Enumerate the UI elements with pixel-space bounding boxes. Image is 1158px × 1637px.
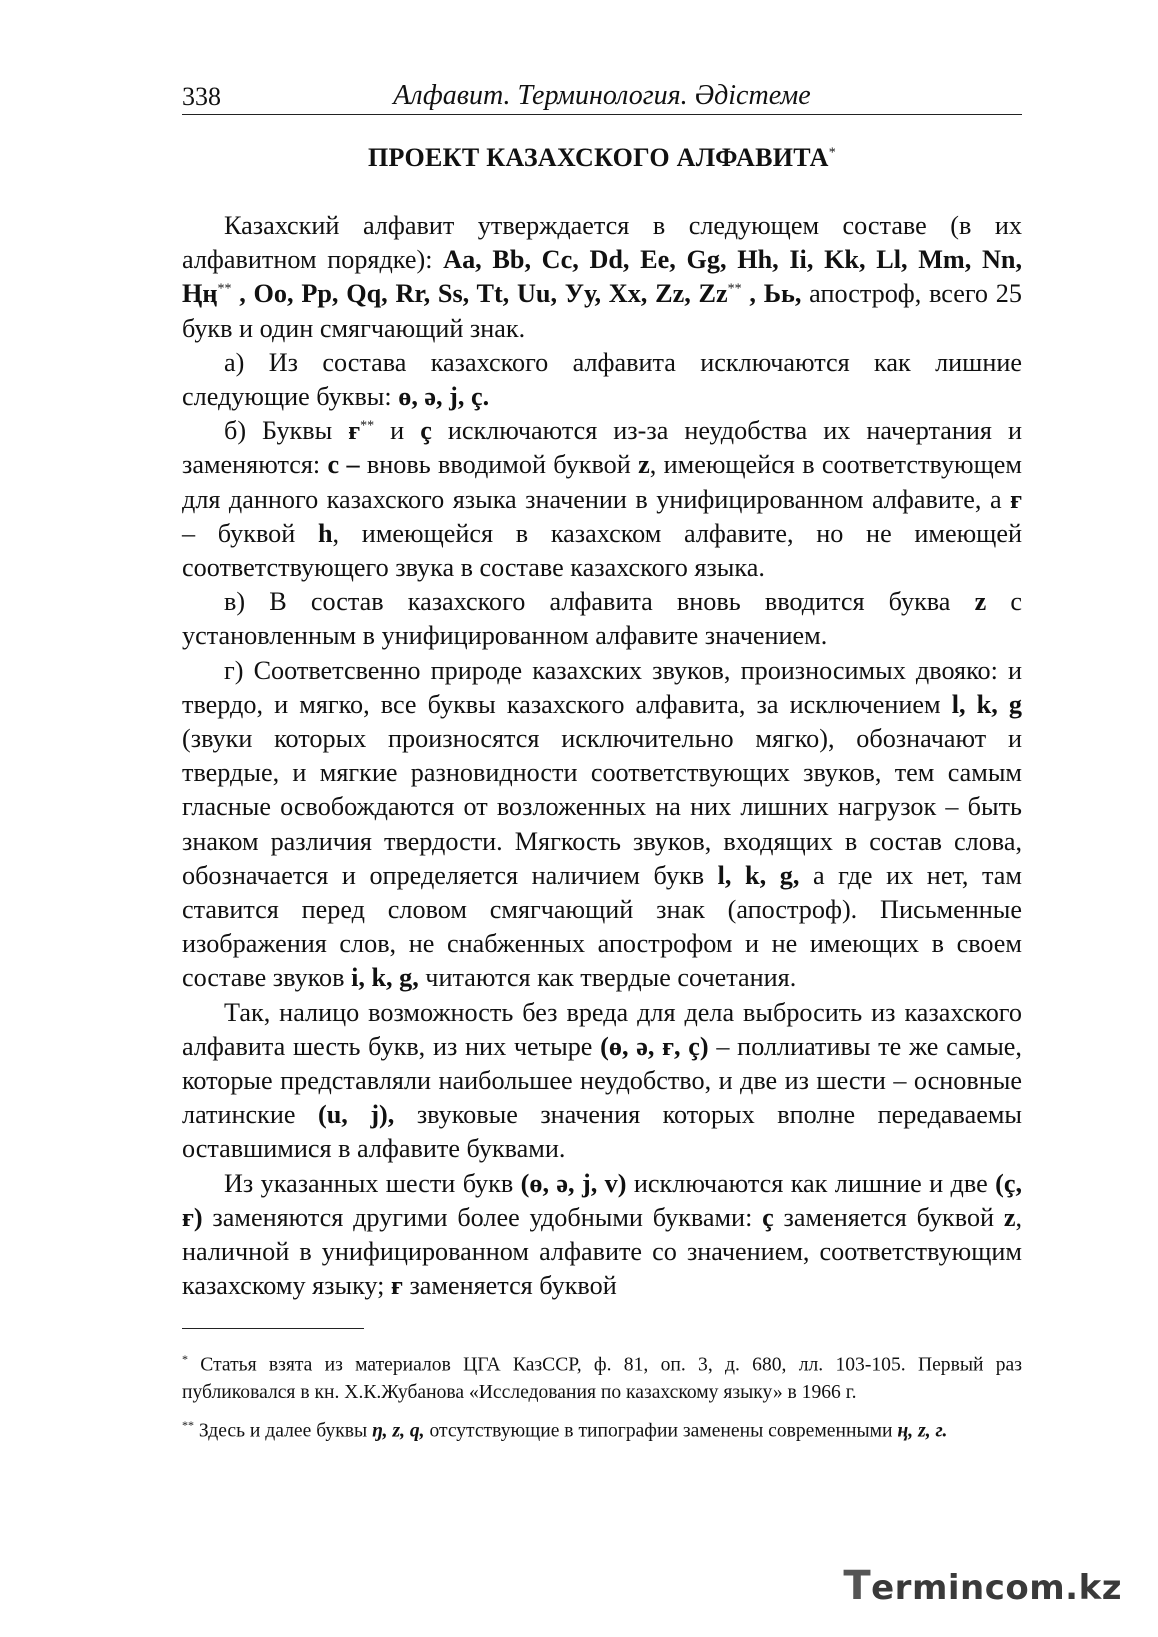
text-run: в) В состав казахского алфавита вновь вводится буква [224,587,975,617]
bold-run: (u, j), [317,1100,395,1130]
text-run: – буквой [182,518,318,548]
footnote-italic: ŋ, z, q, [372,1420,425,1442]
footnote-mark: ** [217,281,232,297]
paragraph-2 [182,346,1022,414]
text-run: (звуки которых произносятся исключительно мягко), обозначают и твердые, и мягкие разновидности соответствующих звуков, тем самым гласные освобождаются от возложенных на них лишних нагрузок – быть знаком различия твердости. Мягкость звуков, входящих в состав слова, обозначается и определяется наличием букв [182,724,1022,890]
text-run: исключаются как лишние и две [626,1168,996,1198]
footnote-mark: ** [360,418,375,434]
title-footnote-mark: * [828,145,837,161]
text-run: заменяется буквой [773,1202,1004,1232]
page [182,72,1022,1450]
watermark-text: ermincom.kz [871,1568,1122,1608]
bold-run: l, k, g, [717,860,800,890]
text-run: исключаются из-за неудобства их начертания и заменяются: [182,416,1022,480]
text-run: читаются как твердые сочетания. [418,963,797,993]
bold-run: ө, ə, j, ç. [398,382,490,412]
text-run: Так, налицо возможность без вреда для дела выбросить из казахского алфавита шесть букв, из них четыре [182,997,1022,1061]
bold-run: l, k, g [951,689,1023,719]
bold-run: (ө, ə, ғ, ç) [600,1031,709,1061]
bold-run: z [1003,1202,1016,1232]
text-run: а) Из состава казахского алфавита исключаются как лишние следующие буквы: [182,347,1022,412]
paragraph-7 [182,1167,1022,1304]
footnote-divider [182,1328,364,1329]
text-run: заменяются другими более удобными буквами: [202,1202,763,1232]
body-text [182,209,1022,1304]
text-run: , наличной в унифицированном алфавите со значением, соответствующим казахскому языку; [182,1202,1023,1301]
bold-run: , Oo, Pp, Qq, Rr, Ss, Tt, Uu, Уу, Xx, Zz, Zz [231,279,728,309]
text-run: , имеющейся в соответствующем для данного казахского языка значении в унифицированном алфавите, а [182,450,1022,514]
footnotes [182,1345,1022,1446]
text-run: звуковые значения которых вполне передаваемы оставшимися в алфавите буквами. [182,1100,1022,1164]
bold-run: , Ьь, [741,279,802,309]
text-run: г) Соответсвенно природе казахских звуков, произносимых двояко: и твердо, и мягко, все буквы казахского алфавита, за исключением [182,655,1022,719]
footnote-text: Статья взята из материалов ЦГА КазССР, ф. 81, оп. 3, д. 680, лл. 103-105. Первый раз публиковался в кн. Х.К.Жубанова «Исследования по казахскому языку» в 1966 г. [182,1354,1022,1404]
text-run: б) Буквы [224,416,349,446]
footnote-text: Здесь и далее буквы [194,1420,373,1442]
document-title [182,143,1022,173]
bold-run: c – [327,450,360,480]
page-number: 338 [182,82,221,111]
bold-run: z [974,587,987,617]
bold-run: ғ [391,1271,403,1301]
bold-run: ғ [348,416,361,446]
paragraph-5 [182,654,1022,996]
document-title-text: ПРОЕКТ КАЗАХСКОГО АЛФАВИТА [367,143,829,172]
footnote-mark: * [182,1351,188,1366]
text-run: с установленным в унифицированном алфавите значением. [182,587,1022,651]
bold-run: i, k, g, [351,963,419,993]
paragraph-6 [182,996,1022,1167]
footnote-italic: ң, z, г. [897,1420,948,1442]
text-run: – поллиативы те же самые, которые представляли наибольшее неудобство, и две из шести – основные латинские [182,1031,1022,1130]
text-run: Из указанных шести букв [224,1168,521,1198]
text-run: вновь вводимой буквой [359,450,639,480]
watermark-initial: T [843,1563,872,1609]
bold-run: ç [420,416,432,446]
text-run: Казахский алфавит утверждается в следующем составе (в их алфавитном порядке): [182,211,1022,275]
bold-run: ç [762,1202,774,1232]
footnote-text: отсутствующие в типографии заменены современными [424,1420,898,1442]
running-header [182,72,1022,115]
text-run: апостроф, всего 25 букв и один смягчающий знак. [182,279,1022,343]
bold-run: ғ [1010,484,1022,514]
footnote-2 [182,1411,1022,1446]
bold-run: (ç, ғ) [182,1168,1023,1232]
bold-run: h [317,518,333,548]
footnote-mark: ** [182,1418,194,1433]
running-title: Алфавит. Терминология. Әдістеме [393,80,811,111]
paragraph-3 [182,414,1022,585]
watermark-logo [843,1563,1122,1609]
text-run: , имеющейся в казахском алфавите, но не имеющей соответствующего звука в составе казахского языка. [182,518,1022,583]
bold-run: z [638,450,650,480]
bold-run: (ө, ə, j, v) [520,1168,627,1198]
footnote-1 [182,1345,1022,1408]
bold-run: Aa, Bb, Cc, Dd, Ee, Gg, Hh, Ii, Kk, Ll, Mm, Nn, Ңң [182,245,1023,309]
paragraph-1 [182,209,1022,346]
text-run: и [374,416,421,446]
text-run: заменяется буквой [402,1271,617,1301]
paragraph-4 [182,585,1022,653]
text-run: а где их нет, там ставится перед словом смягчающий знак (апостроф). Письменные изображения слов, не снабженных апострофом и не имеющих в своем составе звуков [182,860,1022,993]
footnote-mark: ** [727,281,742,297]
